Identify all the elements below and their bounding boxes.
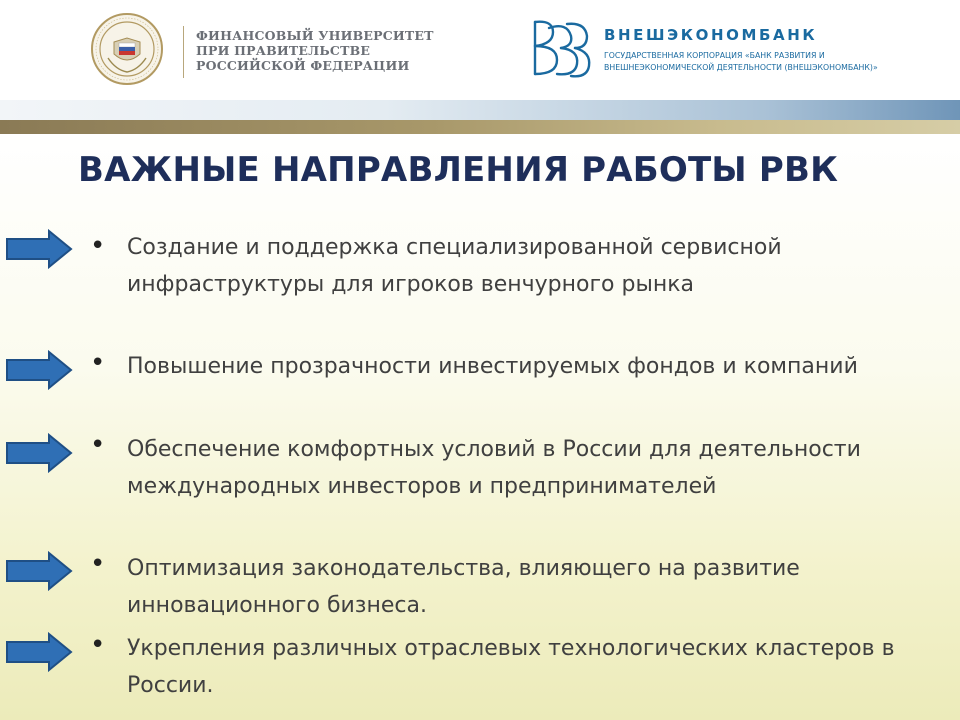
university-name-line: ФИНАНСОВЫЙ УНИВЕРСИТЕТ (196, 28, 434, 43)
gold-divider-bar (0, 120, 960, 134)
bullet-marker: • (90, 549, 106, 579)
list-item: Создание и поддержка специализированной сервисной инфраструктуры для игроков венчурного рынка (127, 235, 782, 297)
bullet-marker: • (90, 630, 106, 660)
list-item: Обеспечение комфортных условий в России для деятельности международных инвесторов и предпринимателей (127, 437, 861, 499)
university-name (196, 28, 434, 73)
slide-title: ВАЖНЫЕ НАПРАВЛЕНИЯ РАБОТЫ РВК (78, 150, 839, 190)
university-name-line: ПРИ ПРАВИТЕЛЬСТВЕ (196, 43, 371, 58)
right-arrow-icon (5, 350, 73, 390)
list-item: Оптимизация законодательства, влияющего на развитие инновационного бизнеса. (127, 556, 800, 618)
list-item: Укрепления различных отраслевых технологических кластеров в России. (127, 636, 895, 698)
right-arrow-icon (5, 632, 73, 672)
header-gradient-strip (0, 100, 960, 120)
university-name-line: РОССИЙСКОЙ ФЕДЕРАЦИИ (196, 58, 410, 73)
bank-name: ВНЕШЭКОНОМБАНК (604, 26, 818, 44)
bullet-marker: • (90, 231, 106, 261)
bank-subtitle (604, 50, 878, 74)
veb-monogram-icon (527, 16, 593, 82)
bank-subtitle-line: ВНЕШНЕЭКОНОМИЧЕСКОЙ ДЕЯТЕЛЬНОСТИ (ВНЕШЭКОНОМБАНК)» (604, 63, 878, 72)
university-seal-icon (90, 12, 164, 86)
bullet-marker: • (90, 348, 106, 378)
right-arrow-icon (5, 551, 73, 591)
bank-subtitle-line: ГОСУДАРСТВЕННАЯ КОРПОРАЦИЯ «БАНК РАЗВИТИЯ И (604, 51, 825, 60)
bullet-marker: • (90, 430, 106, 460)
list-item: Повышение прозрачности инвестируемых фондов и компаний (127, 354, 858, 379)
right-arrow-icon (5, 229, 73, 269)
right-arrow-icon (5, 433, 73, 473)
university-logo-divider (183, 26, 184, 78)
